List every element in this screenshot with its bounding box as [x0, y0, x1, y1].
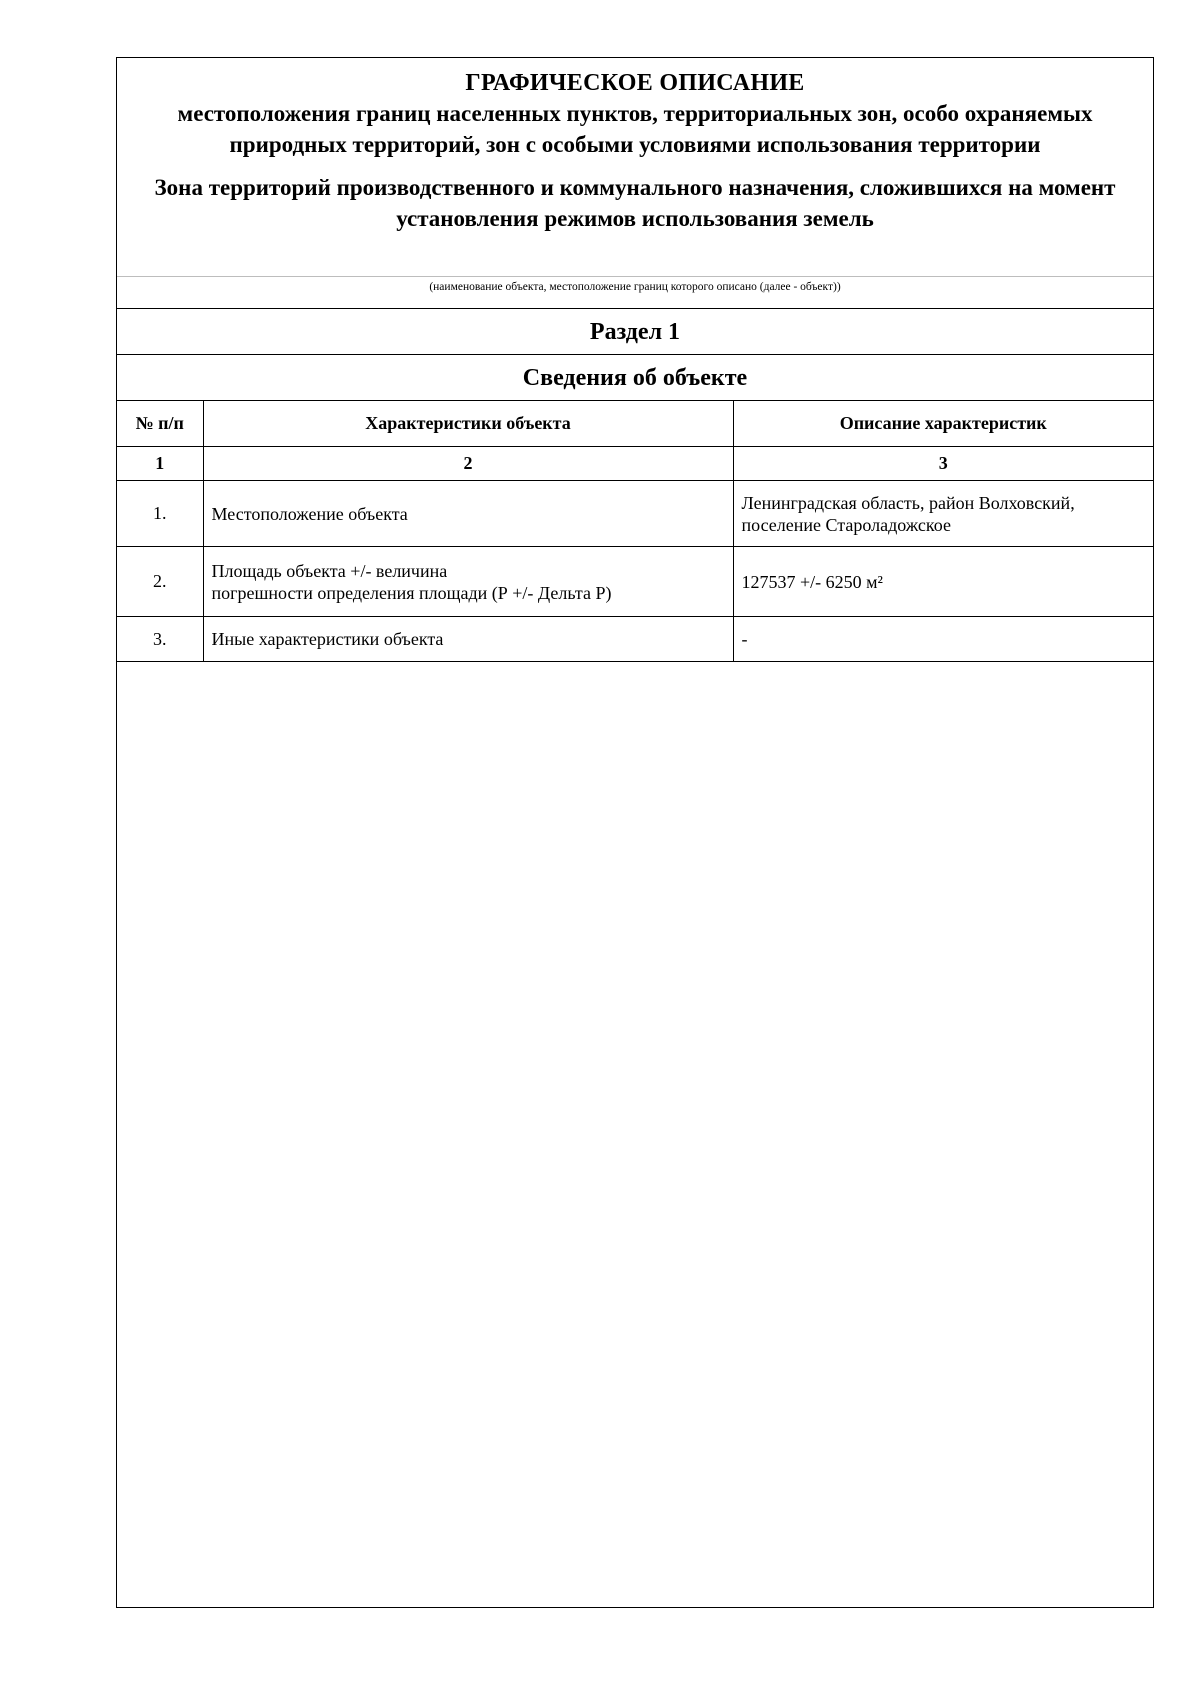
row-description-line: поселение Староладожское [741, 514, 951, 535]
row-description: 127537 +/- 6250 м² [733, 547, 1153, 617]
header-cell-characteristic: Характеристики объекта [203, 401, 733, 447]
row-description: - [733, 617, 1153, 662]
document-subtitle: местоположения границ населенных пунктов, территориальных зон, особо охраняемых природных территорий, зон с особыми условиями использования территории [177, 101, 1093, 157]
table-row [117, 481, 1153, 547]
table-header-row [117, 401, 1153, 447]
document-header [117, 58, 1153, 276]
row-number: 1. [117, 481, 203, 547]
section-title: Сведения об объекте [117, 354, 1153, 400]
row-characteristic-line: Площадь объекта +/- величина [211, 560, 448, 581]
object-name: Зона территорий производственного и коммунального назначения, сложившихся на момент установления режимов использования земель [154, 175, 1116, 231]
table-row [117, 547, 1153, 617]
header-cell-number: № п/п [117, 401, 203, 447]
row-characteristic: Иные характеристики объекта [203, 617, 733, 662]
document-title: ГРАФИЧЕСКОЕ ОПИСАНИЕ [465, 70, 805, 96]
row-description-line: Ленинградская область, район Волховский, [741, 492, 1075, 513]
row-number: 3. [117, 617, 203, 662]
row-description [733, 481, 1153, 547]
column-number-row [117, 447, 1153, 481]
document-frame [116, 57, 1154, 1608]
column-number-2: 2 [203, 447, 733, 481]
column-number-3: 3 [733, 447, 1153, 481]
column-number-1: 1 [117, 447, 203, 481]
header-cell-description: Описание характеристик [733, 401, 1153, 447]
row-number: 2. [117, 547, 203, 617]
row-characteristic: Местоположение объекта [203, 481, 733, 547]
row-characteristic-line: погрешности определения площади (Р +/- Дельта Р) [211, 582, 612, 603]
object-info-table [117, 400, 1153, 662]
object-caption: (наименование объекта, местоположение границ которого описано (далее - объект)) [117, 276, 1153, 308]
table-row [117, 617, 1153, 662]
section-number: Раздел 1 [117, 308, 1153, 354]
row-characteristic [203, 547, 733, 617]
